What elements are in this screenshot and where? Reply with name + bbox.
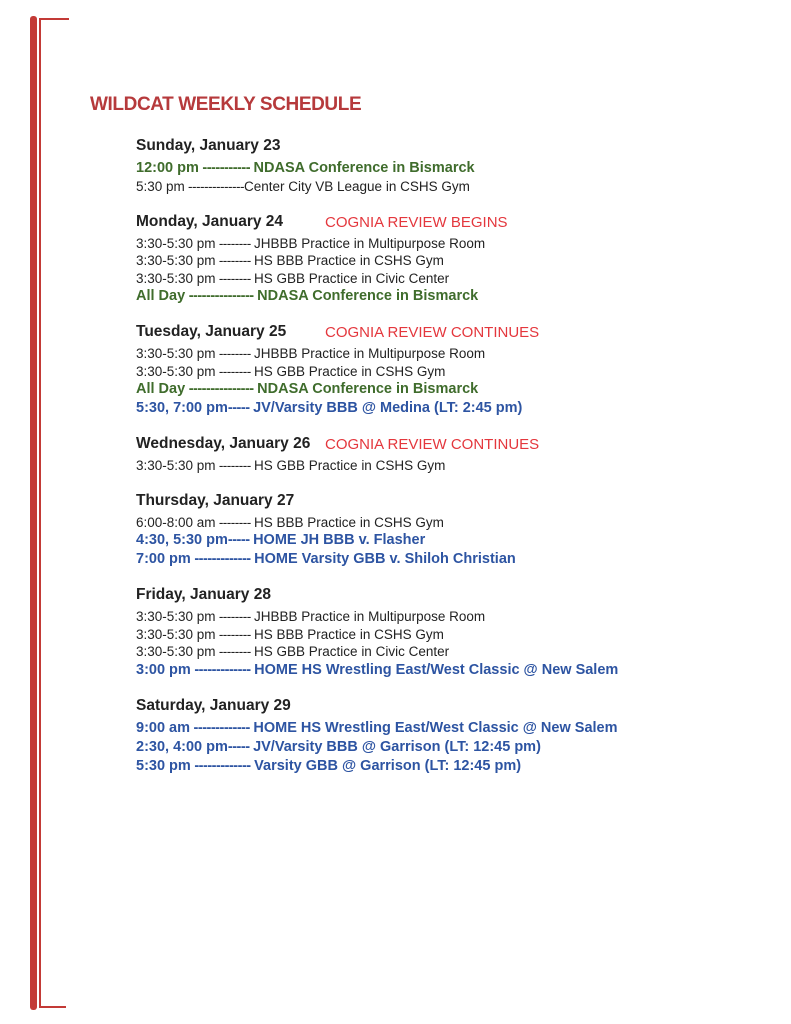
schedule-list: [136, 137, 776, 793]
event-text: HOME HS Wrestling East/West Classic @ New Salem: [254, 661, 619, 678]
event-text: HS GBB Practice in CSHS Gym: [254, 363, 446, 379]
event-time: 3:30-5:30 pm: [136, 609, 216, 624]
event-time: 9:00 am: [136, 719, 191, 736]
event-dashes: ---------------: [185, 288, 258, 304]
event-dashes: --------: [215, 626, 255, 642]
event-dashes: --------------: [184, 179, 244, 194]
day-tuesday: [136, 323, 776, 418]
day-thursday: [136, 492, 776, 570]
event-dashes: ---------------: [185, 381, 258, 397]
day-monday: [136, 213, 776, 307]
event-text: NDASA Conference in Bismarck: [253, 160, 475, 176]
event-time: 4:30, 5:30 pm: [136, 532, 228, 548]
event-text: HOME Varsity GBB v. Shiloh Christian: [254, 551, 516, 567]
event-dashes: --------: [215, 644, 255, 659]
schedule-title: WILDCAT WEEKLY SCHEDULE: [90, 94, 362, 115]
event-text: JHBBB Practice in Multipurpose Room: [254, 346, 486, 361]
event-row: [136, 345, 776, 363]
page-border-left-thin: [39, 18, 41, 1008]
event-text: HOME JH BBB v. Flasher: [253, 532, 426, 548]
event-time: 5:30 pm: [136, 757, 191, 774]
day-sunday: [136, 137, 776, 196]
event-dashes: -------------: [190, 757, 255, 774]
event-dashes: --------: [215, 514, 255, 530]
event-time: 7:00 pm: [136, 551, 191, 567]
day-header: [136, 492, 776, 514]
day-header: [136, 435, 776, 457]
day-date: Sunday, January 23: [136, 137, 281, 154]
event-text: HS BBB Practice in CSHS Gym: [254, 253, 444, 268]
event-row: [136, 550, 776, 569]
event-row: [136, 719, 776, 738]
event-row: [136, 159, 776, 178]
event-dashes: -------------: [190, 719, 254, 736]
event-row: [136, 252, 776, 270]
page-border-bottom-tick: [39, 1006, 66, 1008]
review-note: COGNIA REVIEW BEGINS: [325, 213, 508, 231]
event-row: [136, 531, 776, 550]
event-text: JV/Varsity BBB @ Medina (LT: 2:45 pm): [253, 400, 523, 416]
event-row: [136, 287, 776, 306]
day-date: Monday, January 24: [136, 212, 284, 230]
review-note: COGNIA REVIEW CONTINUES: [325, 436, 540, 453]
event-dashes: -----: [227, 400, 254, 416]
event-row: [136, 626, 776, 644]
day-date: Saturday, January 29: [136, 696, 291, 714]
event-dashes: -------------: [190, 551, 255, 567]
event-row: [136, 380, 776, 399]
day-wednesday: [136, 435, 776, 475]
day-header: [136, 137, 776, 159]
event-dashes: --------: [215, 270, 255, 286]
event-text: NDASA Conference in Bismarck: [257, 381, 479, 397]
event-time: 3:30-5:30 pm: [136, 363, 216, 379]
day-date: Friday, January 28: [136, 586, 271, 603]
event-row: [136, 270, 776, 288]
event-row: [136, 608, 776, 626]
event-time: 3:30-5:30 pm: [136, 644, 216, 659]
page-border-left-thick: [30, 16, 37, 1010]
event-row: [136, 643, 776, 661]
event-text: Center City VB League in CSHS Gym: [243, 179, 470, 194]
event-text: HS GBB Practice in CSHS Gym: [254, 458, 446, 473]
event-time: 3:30-5:30 pm: [136, 626, 216, 642]
review-note: COGNIA REVIEW CONTINUES: [325, 324, 540, 341]
event-text: HS GBB Practice in Civic Center: [254, 644, 450, 659]
page-border-top-tick: [39, 18, 69, 20]
event-time: All Day: [136, 288, 186, 304]
event-dashes: -----: [227, 738, 254, 755]
event-dashes: -----------: [198, 160, 254, 176]
day-header: [136, 323, 776, 345]
day-saturday: [136, 697, 776, 776]
day-header: [136, 586, 776, 608]
event-time: 3:00 pm: [136, 661, 191, 678]
event-row: [136, 514, 776, 532]
event-time: 3:30-5:30 pm: [136, 270, 216, 286]
event-dashes: -------------: [190, 661, 255, 678]
event-text: HS BBB Practice in CSHS Gym: [254, 626, 444, 642]
event-row: [136, 738, 776, 757]
event-text: JHBBB Practice in Multipurpose Room: [254, 609, 486, 624]
event-text: NDASA Conference in Bismarck: [257, 288, 479, 304]
event-time: 3:30-5:30 pm: [136, 253, 216, 268]
event-text: JHBBB Practice in Multipurpose Room: [254, 235, 486, 251]
day-date: Thursday, January 27: [136, 491, 295, 509]
event-row: [136, 757, 776, 776]
event-time: 3:30-5:30 pm: [136, 346, 216, 361]
event-text: Varsity GBB @ Garrison (LT: 12:45 pm): [254, 757, 522, 774]
day-header: [136, 213, 776, 235]
event-time: 5:30 pm: [136, 179, 185, 194]
event-dashes: --------: [215, 235, 255, 251]
event-time: 12:00 pm: [136, 160, 199, 176]
event-time: 2:30, 4:00 pm: [136, 738, 228, 755]
event-time: 3:30-5:30 pm: [136, 235, 216, 251]
day-date: Tuesday, January 25: [136, 323, 287, 340]
event-row: [136, 457, 776, 475]
event-row: [136, 235, 776, 253]
event-text: HOME HS Wrestling East/West Classic @ New Salem: [253, 719, 618, 736]
event-time: 5:30, 7:00 pm: [136, 400, 228, 416]
event-row: [136, 661, 776, 680]
day-header: [136, 697, 776, 719]
event-text: HS GBB Practice in Civic Center: [254, 270, 450, 286]
day-date: Wednesday, January 26: [136, 435, 311, 452]
event-dashes: --------: [215, 458, 255, 473]
event-row: [136, 363, 776, 381]
event-time: All Day: [136, 381, 186, 397]
event-row: [136, 399, 776, 418]
event-dashes: -----: [227, 532, 254, 548]
event-text: JV/Varsity BBB @ Garrison (LT: 12:45 pm): [253, 738, 541, 755]
event-text: HS BBB Practice in CSHS Gym: [254, 514, 444, 530]
event-dashes: --------: [215, 609, 255, 624]
event-dashes: --------: [215, 363, 255, 379]
day-friday: [136, 586, 776, 680]
event-dashes: --------: [215, 253, 255, 268]
event-time: 6:00-8:00 am: [136, 514, 216, 530]
event-time: 3:30-5:30 pm: [136, 458, 216, 473]
event-row: [136, 178, 776, 196]
event-dashes: --------: [215, 346, 255, 361]
